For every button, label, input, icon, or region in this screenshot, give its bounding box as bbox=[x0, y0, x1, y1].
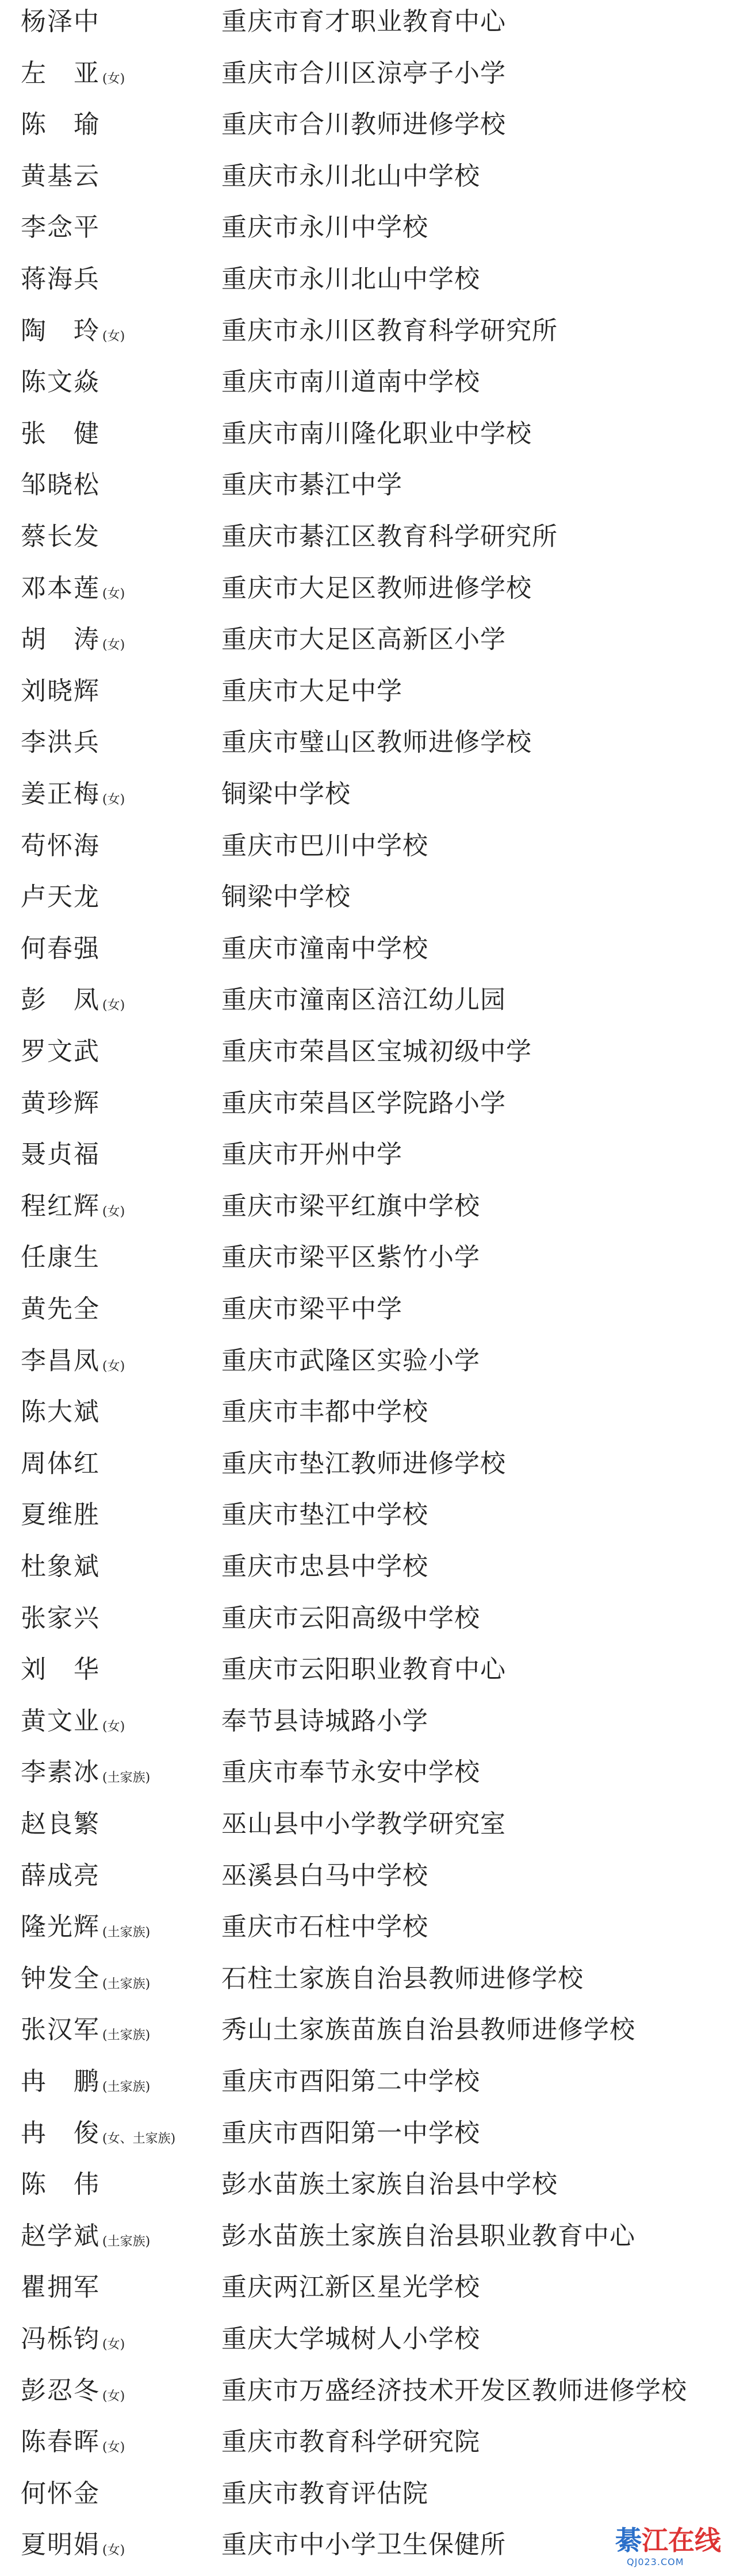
name-text: 苟怀海 bbox=[21, 831, 100, 860]
list-item bbox=[0, 2163, 736, 2216]
name-text: 黄文业 bbox=[21, 1706, 100, 1736]
list-item bbox=[0, 2317, 736, 2370]
site-watermark-logo bbox=[615, 2524, 724, 2570]
list-item bbox=[0, 1339, 736, 1392]
list-item bbox=[0, 360, 736, 413]
name-text: 夏明娟 bbox=[21, 2530, 100, 2560]
work-unit: 重庆市武隆区实验小学 bbox=[221, 1345, 480, 1375]
name-text: 陈 伟 bbox=[21, 2170, 100, 2200]
work-unit: 彭水苗族土家族自治县职业教育中心 bbox=[221, 2221, 635, 2251]
name-text: 刘晓辉 bbox=[21, 676, 100, 706]
work-unit: 石柱土家族自治县教师进修学校 bbox=[221, 1963, 584, 1993]
name-text: 程红辉 bbox=[21, 1191, 100, 1221]
list-item bbox=[0, 1802, 736, 1855]
list-item bbox=[0, 2369, 736, 2422]
list-item bbox=[0, 978, 736, 1031]
person-name bbox=[21, 1448, 102, 1485]
list-item bbox=[0, 1854, 736, 1907]
person-name bbox=[21, 726, 102, 763]
name-text: 任康生 bbox=[21, 1243, 100, 1272]
list-item bbox=[0, 1957, 736, 2010]
person-name bbox=[21, 1911, 150, 1948]
name-text: 赵学斌 bbox=[21, 2221, 100, 2251]
work-unit: 重庆市育才职业教育中心 bbox=[221, 7, 506, 36]
person-name bbox=[21, 1602, 102, 1639]
name-note: (土家族) bbox=[102, 1977, 151, 1991]
work-unit: 铜梁中学校 bbox=[221, 779, 351, 809]
list-item bbox=[0, 103, 736, 156]
list-item bbox=[0, 206, 736, 259]
work-unit: 重庆市丰都中学校 bbox=[221, 1397, 428, 1427]
person-name bbox=[21, 1499, 102, 1536]
watermark-title: 綦江在线 bbox=[615, 2525, 721, 2556]
list-item bbox=[0, 1545, 736, 1598]
name-note: (土家族) bbox=[102, 2234, 151, 2249]
work-unit: 重庆市潼南中学校 bbox=[221, 933, 428, 963]
name-note: (女) bbox=[102, 2543, 125, 2558]
list-item bbox=[0, 875, 736, 928]
name-text: 蔡长发 bbox=[21, 522, 100, 551]
name-text: 陈文焱 bbox=[21, 367, 100, 397]
work-unit: 重庆市教育评估院 bbox=[221, 2478, 428, 2508]
name-note: (女) bbox=[102, 1204, 125, 1219]
name-text: 夏维胜 bbox=[21, 1500, 100, 1530]
work-unit: 重庆市潼南区涪江幼儿园 bbox=[221, 985, 506, 1015]
watermark-domain: QJ023.COM bbox=[627, 2556, 684, 2567]
name-text: 何春强 bbox=[21, 933, 100, 963]
person-name bbox=[21, 315, 125, 352]
name-text: 薛成亮 bbox=[21, 1860, 100, 1890]
person-name bbox=[21, 418, 102, 455]
name-text: 蒋海兵 bbox=[21, 264, 100, 294]
list-item bbox=[0, 772, 736, 825]
name-text: 李洪兵 bbox=[21, 728, 100, 758]
person-name bbox=[21, 1705, 125, 1742]
list-item bbox=[0, 1185, 736, 1237]
work-unit: 重庆市梁平红旗中学校 bbox=[221, 1191, 480, 1221]
work-unit: 重庆市忠县中学校 bbox=[221, 1552, 428, 1581]
list-item bbox=[0, 1287, 736, 1340]
person-name bbox=[21, 2169, 102, 2205]
work-unit: 重庆市酉阳第二中学校 bbox=[221, 2067, 480, 2096]
person-name bbox=[21, 160, 102, 197]
work-unit: 奉节县诗城路小学 bbox=[221, 1706, 428, 1736]
person-name bbox=[21, 212, 102, 248]
list-item bbox=[0, 1493, 736, 1546]
list-item bbox=[0, 1390, 736, 1443]
work-unit: 重庆市云阳职业教育中心 bbox=[221, 1655, 506, 1685]
name-text: 卢天龙 bbox=[21, 882, 100, 912]
list-item bbox=[0, 1700, 736, 1752]
name-note: (女) bbox=[102, 71, 125, 86]
name-text: 邹晓松 bbox=[21, 470, 100, 500]
work-unit: 重庆市石柱中学校 bbox=[221, 1912, 428, 1942]
list-item bbox=[0, 1905, 736, 1958]
work-unit: 重庆市奉节永安中学校 bbox=[221, 1758, 480, 1787]
person-name bbox=[21, 984, 125, 1021]
person-name bbox=[21, 624, 125, 660]
name-text: 黄先全 bbox=[21, 1294, 100, 1324]
work-unit: 重庆市永川区教育科学研究所 bbox=[221, 316, 558, 345]
person-name bbox=[21, 1087, 102, 1124]
work-unit: 重庆市荣昌区宝城初级中学 bbox=[221, 1037, 532, 1066]
name-text: 黄基云 bbox=[21, 161, 100, 191]
work-unit: 重庆市大足区教师进修学校 bbox=[221, 573, 532, 603]
work-unit: 巫山县中小学教学研究室 bbox=[221, 1809, 506, 1839]
person-name bbox=[21, 2529, 125, 2566]
work-unit: 重庆市大足中学 bbox=[221, 676, 402, 706]
person-name bbox=[21, 2375, 125, 2412]
name-text: 周体红 bbox=[21, 1448, 100, 1478]
name-text: 聂贞福 bbox=[21, 1140, 100, 1170]
name-text: 赵良繁 bbox=[21, 1809, 100, 1839]
name-text: 陈大斌 bbox=[21, 1397, 100, 1427]
name-note: (女) bbox=[102, 998, 125, 1013]
work-unit: 重庆市大足区高新区小学 bbox=[221, 625, 506, 655]
name-text: 彭忍冬 bbox=[21, 2375, 100, 2405]
list-item bbox=[0, 670, 736, 722]
name-note: (女) bbox=[102, 586, 125, 601]
person-name bbox=[21, 675, 102, 712]
name-text: 冯栎钧 bbox=[21, 2324, 100, 2354]
work-unit: 秀山土家族苗族自治县教师进修学校 bbox=[221, 2015, 635, 2045]
work-unit: 重庆市合川教师进修学校 bbox=[221, 110, 506, 140]
name-text: 刘 华 bbox=[21, 1655, 100, 1685]
list-item bbox=[0, 721, 736, 774]
name-note: (女) bbox=[102, 329, 125, 344]
person-name bbox=[21, 2271, 102, 2308]
name-text: 罗文武 bbox=[21, 1037, 100, 1066]
person-name bbox=[21, 1860, 102, 1897]
name-text: 邓本莲 bbox=[21, 573, 100, 603]
name-note: (女) bbox=[102, 1719, 125, 1734]
list-item bbox=[0, 2472, 736, 2525]
name-text: 隆光辉 bbox=[21, 1912, 100, 1942]
work-unit: 重庆市教育科学研究院 bbox=[221, 2427, 480, 2457]
name-text: 陶 玲 bbox=[21, 316, 100, 345]
work-unit: 重庆两江新区星光学校 bbox=[221, 2273, 480, 2302]
name-note: (土家族) bbox=[102, 1925, 151, 1940]
name-text: 杨泽中 bbox=[21, 7, 100, 36]
person-name bbox=[21, 109, 102, 145]
list-item bbox=[0, 412, 736, 465]
work-unit: 重庆大学城树人小学校 bbox=[221, 2324, 480, 2354]
name-note: (女) bbox=[102, 2337, 125, 2352]
list-item bbox=[0, 1082, 736, 1135]
list-item bbox=[0, 155, 736, 207]
list-item bbox=[0, 463, 736, 516]
name-text: 何怀金 bbox=[21, 2478, 100, 2508]
name-text: 黄珍辉 bbox=[21, 1088, 100, 1118]
list-item bbox=[0, 2060, 736, 2113]
person-name bbox=[21, 1190, 125, 1227]
work-unit: 重庆市璧山区教师进修学校 bbox=[221, 728, 532, 758]
list-item bbox=[0, 309, 736, 362]
list-item bbox=[0, 1030, 736, 1083]
person-name bbox=[21, 2478, 102, 2515]
person-name bbox=[21, 1551, 102, 1587]
person-name bbox=[21, 263, 102, 300]
person-name bbox=[21, 366, 102, 403]
list-item bbox=[0, 618, 736, 671]
list-item bbox=[0, 2266, 736, 2319]
work-unit: 重庆市永川中学校 bbox=[221, 213, 428, 243]
work-unit: 重庆市梁平中学 bbox=[221, 1294, 402, 1324]
name-text: 胡 涛 bbox=[21, 625, 100, 655]
person-name bbox=[21, 1396, 102, 1433]
name-note: (土家族) bbox=[102, 1771, 151, 1786]
work-unit: 重庆市万盛经济技术开发区教师进修学校 bbox=[221, 2375, 687, 2405]
name-note: (女) bbox=[102, 2440, 125, 2455]
list-item bbox=[0, 1236, 736, 1289]
list-item bbox=[0, 2420, 736, 2473]
person-name bbox=[21, 2117, 175, 2154]
list-item bbox=[0, 515, 736, 568]
work-unit: 重庆市中小学卫生保健所 bbox=[221, 2530, 506, 2560]
name-note: (土家族) bbox=[102, 2028, 151, 2043]
name-note: (女) bbox=[102, 638, 125, 653]
list-item bbox=[0, 0, 736, 53]
work-unit: 重庆市永川北山中学校 bbox=[221, 161, 480, 191]
person-name bbox=[21, 933, 102, 970]
person-name bbox=[21, 830, 102, 867]
person-name bbox=[21, 881, 102, 918]
work-unit: 重庆市酉阳第一中学校 bbox=[221, 2118, 480, 2148]
list-item bbox=[0, 2112, 736, 2164]
name-text: 李念平 bbox=[21, 213, 100, 243]
list-item bbox=[0, 1133, 736, 1186]
name-text: 姜正梅 bbox=[21, 779, 100, 809]
person-name bbox=[21, 57, 125, 94]
person-name bbox=[21, 1654, 102, 1690]
name-note: (土家族) bbox=[102, 2080, 151, 2094]
work-unit: 重庆市荣昌区学院路小学 bbox=[221, 1088, 506, 1118]
list-item bbox=[0, 257, 736, 310]
work-unit: 巫溪县白马中学校 bbox=[221, 1860, 428, 1890]
name-text: 瞿拥军 bbox=[21, 2273, 100, 2302]
person-name bbox=[21, 2220, 150, 2257]
person-name bbox=[21, 1139, 102, 1175]
name-text: 冉 俊 bbox=[21, 2118, 100, 2148]
work-unit: 重庆市南川道南中学校 bbox=[221, 367, 480, 397]
name-text: 陈 瑜 bbox=[21, 110, 100, 140]
person-name bbox=[21, 1241, 102, 1278]
name-note: (女) bbox=[102, 1359, 125, 1374]
name-text: 张 健 bbox=[21, 418, 100, 448]
list-item bbox=[0, 52, 736, 105]
list-item bbox=[0, 927, 736, 980]
work-unit: 重庆市梁平区紫竹小学 bbox=[221, 1243, 480, 1272]
work-unit: 重庆市垫江中学校 bbox=[221, 1500, 428, 1530]
name-text: 李昌凤 bbox=[21, 1345, 100, 1375]
work-unit: 重庆市南川隆化职业中学校 bbox=[221, 418, 532, 448]
person-name bbox=[21, 2014, 150, 2051]
name-text: 张汉军 bbox=[21, 2015, 100, 2045]
work-unit: 铜梁中学校 bbox=[221, 882, 351, 912]
name-text: 左 亚 bbox=[21, 58, 100, 88]
person-name bbox=[21, 1756, 150, 1793]
list-item bbox=[0, 824, 736, 877]
list-item bbox=[0, 2214, 736, 2267]
person-name bbox=[21, 1963, 150, 2000]
name-text: 陈春晖 bbox=[21, 2427, 100, 2457]
name-text: 李素冰 bbox=[21, 1758, 100, 1787]
name-note: (女、土家族) bbox=[102, 2131, 176, 2146]
name-note: (女) bbox=[102, 793, 125, 807]
work-unit: 重庆市綦江中学 bbox=[221, 470, 402, 500]
name-text: 张家兴 bbox=[21, 1603, 100, 1633]
name-text: 冉 鹏 bbox=[21, 2067, 100, 2096]
work-unit: 重庆市永川北山中学校 bbox=[221, 264, 480, 294]
work-unit: 重庆市开州中学 bbox=[221, 1140, 402, 1170]
work-unit: 重庆市合川区涼亭子小学 bbox=[221, 58, 506, 88]
list-item bbox=[0, 567, 736, 620]
list-item bbox=[0, 1751, 736, 1804]
list-item bbox=[0, 1597, 736, 1650]
person-name bbox=[21, 572, 125, 609]
name-text: 彭 凤 bbox=[21, 985, 100, 1015]
person-name bbox=[21, 1293, 102, 1330]
list-item bbox=[0, 2008, 736, 2061]
work-unit: 彭水苗族土家族自治县中学校 bbox=[221, 2170, 558, 2200]
person-name bbox=[21, 2426, 125, 2463]
list-item bbox=[0, 1648, 736, 1701]
work-unit: 重庆市垫江教师进修学校 bbox=[221, 1448, 506, 1478]
person-name bbox=[21, 6, 102, 43]
name-text: 钟发全 bbox=[21, 1963, 100, 1993]
name-note: (女) bbox=[102, 2389, 125, 2404]
person-name bbox=[21, 1808, 102, 1845]
person-name bbox=[21, 778, 125, 815]
person-name bbox=[21, 1345, 125, 1382]
person-name bbox=[21, 2066, 150, 2102]
person-name bbox=[21, 521, 102, 558]
list-item bbox=[0, 1442, 736, 1495]
person-name bbox=[21, 469, 102, 506]
work-unit: 重庆市云阳高级中学校 bbox=[221, 1603, 480, 1633]
name-text: 杜象斌 bbox=[21, 1552, 100, 1581]
work-unit: 重庆市綦江区教育科学研究所 bbox=[221, 522, 558, 551]
person-name bbox=[21, 1036, 102, 1072]
work-unit: 重庆市巴川中学校 bbox=[221, 831, 428, 860]
person-name bbox=[21, 2323, 125, 2360]
